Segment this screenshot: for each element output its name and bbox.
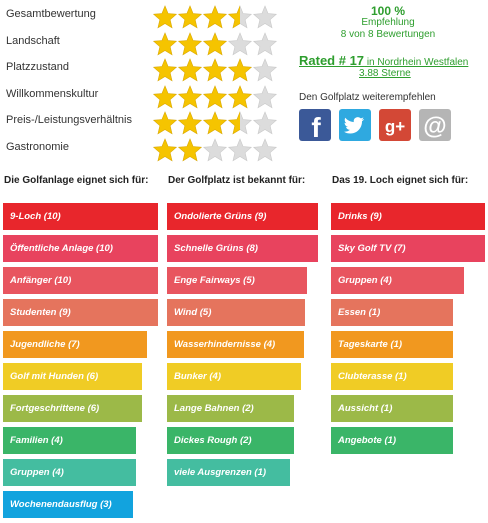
star-half-icon: [227, 4, 253, 30]
googleplus-icon: [379, 109, 411, 141]
star-empty-icon: [252, 57, 278, 83]
star-full-icon: [227, 57, 253, 83]
vote-count: 8 von 8 Bewertungen: [340, 29, 436, 40]
tag-bar[interactable]: Fortgeschrittene (6): [3, 395, 142, 422]
star-empty-icon: [252, 84, 278, 110]
star-rating-row: [152, 110, 277, 136]
tag-bar[interactable]: Drinks (9): [331, 203, 485, 230]
tag-bar[interactable]: Studenten (9): [3, 299, 158, 326]
tag-bar[interactable]: Schnelle Grüns (8): [167, 235, 318, 262]
tag-bar[interactable]: Ondolierte Grüns (9): [167, 203, 318, 230]
star-full-icon: [177, 110, 203, 136]
star-rating-row: [152, 31, 277, 57]
tag-bar[interactable]: Wind (5): [167, 299, 305, 326]
star-full-icon: [202, 4, 228, 30]
star-full-icon: [202, 57, 228, 83]
star-full-icon: [152, 84, 178, 110]
tag-bar[interactable]: viele Ausgrenzen (1): [167, 459, 290, 486]
star-full-icon: [152, 57, 178, 83]
star-full-icon: [177, 31, 203, 57]
tag-bar[interactable]: Golf mit Hunden (6): [3, 363, 142, 390]
email-share-button[interactable]: [419, 109, 451, 141]
tag-bar[interactable]: Angebote (1): [331, 427, 453, 454]
rank-link[interactable]: [299, 53, 468, 68]
star-full-icon: [152, 137, 178, 163]
star-rating-row: [152, 4, 277, 30]
email-icon: [419, 109, 451, 141]
facebook-share-button[interactable]: [299, 109, 331, 141]
tag-bar[interactable]: Enge Fairways (5): [167, 267, 307, 294]
rank-text: Rated # 17: [299, 53, 365, 68]
star-rating-row: [152, 84, 277, 110]
star-full-icon: [177, 84, 203, 110]
rating-label-gastronomie: Gastronomie: [6, 141, 69, 153]
svg-text:f: f: [311, 112, 321, 141]
svg-text:g+: g+: [384, 117, 406, 136]
star-full-icon: [177, 137, 203, 163]
star-full-icon: [152, 4, 178, 30]
tag-bar[interactable]: Dickes Rough (2): [167, 427, 294, 454]
rating-label-platzzustand: Platzzustand: [6, 61, 69, 73]
svg-text:@: @: [423, 113, 447, 140]
tag-bar[interactable]: Tageskarte (1): [331, 331, 453, 358]
tag-bar[interactable]: 9-Loch (10): [3, 203, 158, 230]
rating-label-willkommen: Willkommenskultur: [6, 88, 99, 100]
column-title-19th-hole: Das 19. Loch eignet sich für:: [332, 175, 469, 186]
rating-label-preis: Preis-/Leistungsverhältnis: [6, 114, 132, 126]
recommend-label: Empfehlung: [361, 17, 415, 28]
star-rating-row: [152, 137, 277, 163]
rating-label-gesamt: Gesamtbewertung: [6, 8, 96, 20]
tag-bar[interactable]: Essen (1): [331, 299, 453, 326]
tag-bar[interactable]: Sky Golf TV (7): [331, 235, 485, 262]
facebook-icon: [299, 109, 331, 141]
star-full-icon: [227, 84, 253, 110]
tag-bar[interactable]: Anfänger (10): [3, 267, 158, 294]
star-empty-icon: [252, 110, 278, 136]
tag-bar[interactable]: Gruppen (4): [331, 267, 464, 294]
recommend-heading: Den Golfplatz weiterempfehlen: [299, 92, 436, 103]
star-full-icon: [202, 84, 228, 110]
googleplus-share-button[interactable]: [379, 109, 411, 141]
star-empty-icon: [252, 31, 278, 57]
tag-bar[interactable]: Lange Bahnen (2): [167, 395, 294, 422]
tag-bar[interactable]: Familien (4): [3, 427, 136, 454]
tag-bar[interactable]: Wochenendausflug (3): [3, 491, 133, 518]
tag-bar[interactable]: Aussicht (1): [331, 395, 453, 422]
star-full-icon: [152, 110, 178, 136]
star-empty-icon: [227, 31, 253, 57]
star-empty-icon: [227, 137, 253, 163]
average-stars-link[interactable]: 3.88 Sterne: [359, 68, 411, 79]
rating-label-landschaft: Landschaft: [6, 35, 60, 47]
star-full-icon: [152, 31, 178, 57]
star-half-icon: [227, 110, 253, 136]
tag-bar[interactable]: Clubterasse (1): [331, 363, 453, 390]
tag-bar[interactable]: Jugendliche (7): [3, 331, 147, 358]
tag-bar[interactable]: Gruppen (4): [3, 459, 136, 486]
rank-region: in Nordrhein Westfalen: [364, 57, 469, 68]
star-full-icon: [177, 57, 203, 83]
star-empty-icon: [252, 4, 278, 30]
column-title-known: Der Golfplatz ist bekannt für:: [168, 175, 306, 186]
recommend-percent: 100 %: [370, 4, 406, 18]
tag-bar[interactable]: Wasserhindernisse (4): [167, 331, 304, 358]
star-rating-row: [152, 57, 277, 83]
column-title-suitable: Die Golfanlage eignet sich für:: [4, 175, 149, 186]
star-empty-icon: [252, 137, 278, 163]
tag-bar[interactable]: Bunker (4): [167, 363, 301, 390]
star-full-icon: [202, 110, 228, 136]
star-full-icon: [202, 31, 228, 57]
twitter-share-button[interactable]: [339, 109, 371, 141]
twitter-icon: [339, 109, 371, 141]
star-empty-icon: [202, 137, 228, 163]
star-full-icon: [177, 4, 203, 30]
tag-bar[interactable]: Öffentliche Anlage (10): [3, 235, 158, 262]
